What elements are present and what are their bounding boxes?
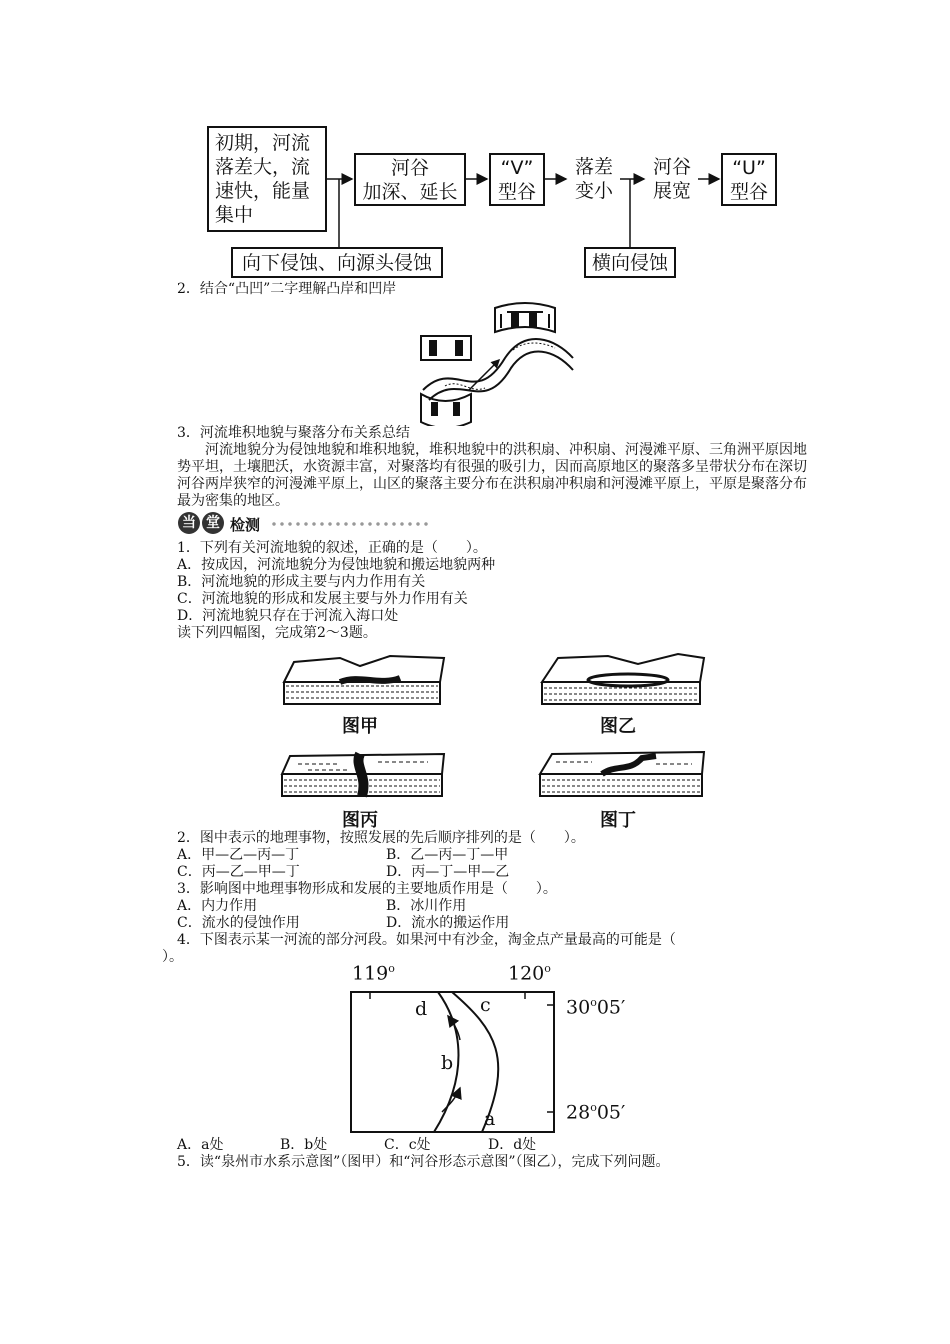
q3-option: C．流水的侵蚀作用 [177,915,300,931]
flow-bottom-left-label: 向下侵蚀、向源头侵蚀 [241,251,432,274]
q3-stem: 3．影响图中地理事物形成和发展的主要地质作用是（ ）。 [177,881,557,897]
flow-box-u-line: 型谷 [729,180,768,203]
map-lat-top-value: 30 [566,996,591,1019]
banner-label: 检测 [230,516,261,534]
section3-title: 3．河流堆积地貌与聚落分布关系总结 [177,425,410,441]
q2-option: C．丙—乙—甲—丁 [177,864,300,880]
flow-box-initial-line: 落差大，流 [215,156,311,178]
flow-box-deepen-line: 加深、延长 [362,180,458,203]
section-banner [178,512,438,534]
map-lon-right-value: 120 [508,962,545,985]
map-degree-sign: o [388,962,395,975]
flow-box-initial-line: 初期，河流 [215,132,311,154]
flow-box-v-line: “V” [500,156,534,179]
flow-text-drop-line: 落差 [574,156,613,178]
flow-box-initial-line: 集中 [215,204,254,226]
map-lon-right [508,962,551,984]
map-point-c: c [480,994,491,1016]
banner-dots [270,522,430,526]
section3-paragraph: 河流地貌分为侵蚀地貌和堆积地貌，堆积地貌中的洪积扇、冲积扇、河漫滩平原、三角洲平原因地势平坦，土壤肥沃，水资源丰富，对聚落均有很强的吸引力，因而高原地区的聚落多呈带状分布在深切河谷两岸狭窄的河漫滩平原上，山区的聚落主要分布在洪积扇冲积扇和河漫滩平原上，平原是聚落分布最为密集的地区。 [177,442,807,509]
caption-jia: 图甲 [342,716,378,737]
flow-bottom-right-label: 横向侵蚀 [591,251,668,274]
flow-box-initial-line: 速快，能量 [215,180,311,202]
map-point-a: a [484,1108,496,1130]
q2-option: A．甲—乙—丙—丁 [177,847,300,863]
river-bend [423,339,573,400]
flow-box-u-line: “U” [732,156,766,179]
flow-text-drop-line: 变小 [574,180,613,202]
map-lon-left [352,962,395,984]
banner-badge: 当 [178,512,200,534]
q4-option: A．a处 [177,1137,224,1153]
q2-option: B．乙—丙—丁—甲 [386,847,509,863]
q4-stem-line2: ）。 [162,949,183,965]
q5-stem: 5．读“泉州市水系示意图”（图甲）和“河谷形态示意图”（图乙），完成下列问题。 [177,1154,670,1170]
flow-box-v-line: 型谷 [497,180,536,203]
map-point-d: d [415,998,428,1020]
flow-arrows [0,0,950,300]
q1-option: D．河流地貌只存在于河流入海口处 [177,608,399,624]
map-lat-bottom [566,1101,625,1123]
map-point-b: b [441,1052,454,1074]
convex-concave-bank-diagram [415,298,575,426]
q1-option: A．按成因，河流地貌分为侵蚀地貌和搬运地貌两种 [177,557,496,573]
map-lat-bottom-minutes: 05′ [596,1101,626,1124]
q2-option: D．丙—丁—甲—乙 [386,864,510,880]
map-degree-sign: o [590,1101,597,1114]
map-lat-top-minutes: 05′ [596,996,626,1019]
map-lat-bottom-value: 28 [566,1101,591,1124]
q3-option: A．内力作用 [177,898,258,914]
q3-option: B．冰川作用 [386,898,467,914]
block-diagram-ding [536,746,708,802]
map-lat-top [566,996,625,1018]
caption-bing: 图丙 [342,810,378,831]
q2-stem: 2．图中表示的地理事物，按照发展的先后顺序排列的是（ ）。 [177,830,585,846]
flow-text-widen-line: 展宽 [652,180,691,202]
flow-box-deepen-line: 河谷 [390,156,429,179]
block-diagram-yi [538,652,708,710]
map-degree-sign: o [544,962,551,975]
q4-option: D．d处 [488,1137,537,1153]
caption-yi: 图乙 [600,716,636,737]
upper-cross-section [495,303,555,332]
q4-option: B．b处 [280,1137,328,1153]
q3-option: D．流水的搬运作用 [386,915,510,931]
q1-stem: 1．下列有关河流地貌的叙述，正确的是（ ）。 [177,540,487,556]
q4-option: C．c处 [384,1137,431,1153]
intro-2-3: 读下列四幅图，完成第2～3题。 [177,625,377,641]
banner-badge: 堂 [202,512,224,534]
map-degree-sign: o [590,996,597,1009]
flow-text-widen-line: 河谷 [652,156,691,178]
section2-title: 2．结合“凸凹”二字理解凸岸和凹岸 [177,281,397,297]
block-diagram-jia [280,652,448,710]
flow-arrow [448,1016,460,1040]
q4-stem-line1: 4．下图表示某一河流的部分河段。如果河中有沙金，淘金点产量最高的可能是（ [177,932,676,948]
caption-ding: 图丁 [600,810,636,831]
q1-option: C．河流地貌的形成和发展主要与外力作用有关 [177,591,468,607]
block-diagram-bing [278,746,448,802]
map-lon-left-value: 119 [352,962,389,985]
q1-option: B．河流地貌的形成主要与内力作用有关 [177,574,426,590]
